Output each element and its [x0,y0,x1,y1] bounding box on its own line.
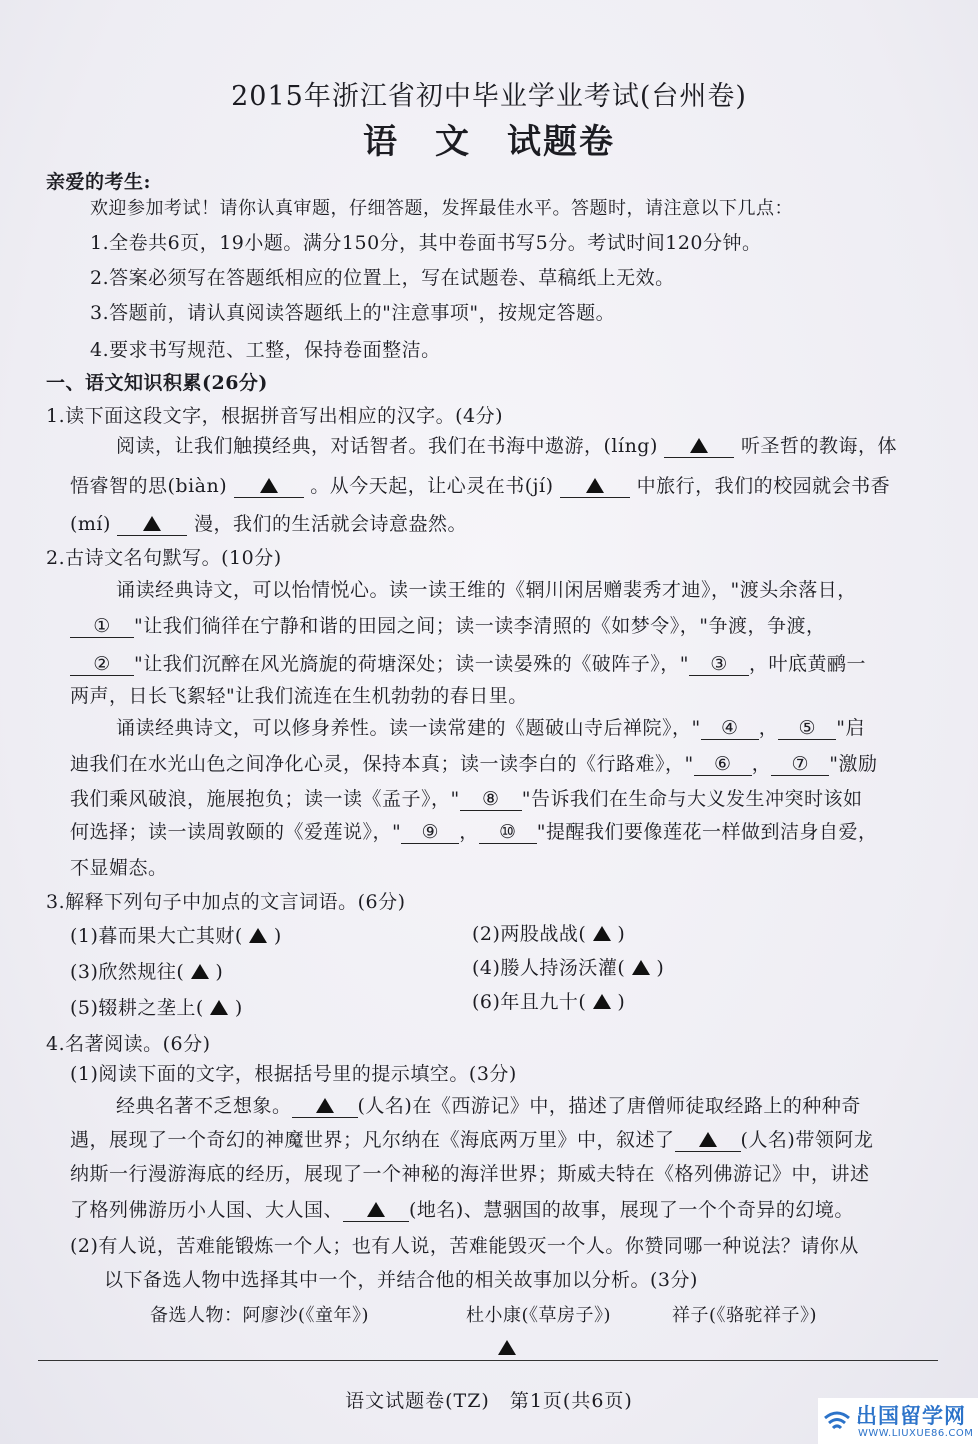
answer-blank[interactable]: ⑨ [401,821,459,844]
watermark-logo [818,1398,978,1444]
q2-p1-line3: ② "让我们沉醉在风光旖旎的荷塘深处；读一读晏殊的《破阵子》，" ③ ，叶底黄鹂一 [70,652,866,676]
answer-blank[interactable]: ② [70,653,134,676]
answer-triangle-icon[interactable] [593,926,611,941]
q3-stem: 3.解释下列句子中加点的文言词语。(6分) [46,891,406,913]
answer-triangle-icon [690,438,708,453]
answer-triangle-icon[interactable] [593,994,611,1009]
footer-divider [38,1360,938,1361]
q1-line3: (mí) 漫，我们的生活就会诗意盎然。 [70,513,468,535]
exam-subtitle: 语 文 试题卷 [363,122,615,162]
q4-line4: 了格列佛游历小人国、大人国、 (地名)、慧骃国的故事，展现了一个个奇异的幻境。 [70,1199,854,1221]
answer-blank[interactable]: ⑧ [460,788,522,811]
section-heading: 一、语文知识积累(26分) [46,372,268,394]
answer-triangle-icon [699,1132,717,1147]
wifi-globe-icon [822,1406,852,1436]
q3-item-4: (4)媵人持汤沃灌( ) [472,957,665,979]
watermark-url: WWW.LIUXUE86.COM [858,1428,974,1439]
q2-p1-line2: ① "让我们徜徉在宁静和谐的田园之间；读一读李清照的《如梦令》，"争渡，争渡， [70,614,825,638]
q4-line1: 经典名著不乏想象。 (人名)在《西游记》中，描述了唐僧师徒取经路上的种种奇 [116,1095,861,1117]
q1-line1: 阅读，让我们触摸经典，对话智者。我们在书海中遨游，(líng) 听圣哲的教诲，体 [116,435,897,457]
answer-triangle-icon [498,1339,516,1358]
answer-blank[interactable] [292,1095,358,1118]
note-1: 1.全卷共6页，19小题。满分150分，其中卷面书写5分。考试时间120分钟。 [90,232,762,254]
note-2: 2.答案必须写在答题纸相应的位置上，写在试题卷、草稿纸上无效。 [90,267,675,289]
answer-blank[interactable]: ④ [701,717,759,740]
welcome-text: 欢迎参加考试！请你认真审题，仔细答题，发挥最佳水平。答题时，请注意以下几点： [90,198,793,219]
answer-blank[interactable]: ⑦ [771,753,829,776]
q1-line2: 悟睿智的思(biàn) 。从今天起，让心灵在书(jí) 中旅行，我们的校园就会书香 [70,475,891,497]
note-4: 4.要求书写规范、工整，保持卷面整洁。 [90,339,441,361]
q3-item-2: (2)两股战战( ) [472,923,626,945]
answer-blank[interactable]: ⑥ [694,753,752,776]
answer-triangle-icon [586,478,604,493]
answer-triangle-icon[interactable] [191,964,209,979]
q3-item-5: (5)辍耕之垄上( ) [70,997,243,1019]
candidates-line: 备选人物：阿廖沙(《童年》) [150,1305,370,1326]
q4-stem: 4.名著阅读。(6分) [46,1033,211,1055]
q4-sub1: (1)阅读下面的文字，根据括号里的提示填空。(3分) [70,1063,517,1085]
answer-triangle-icon[interactable] [210,1000,228,1015]
exam-title: 2015年浙江省初中毕业学业考试(台州卷) [231,81,747,112]
q4-sub2-line2: 以下备选人物中选择其中一个，并结合他的相关故事加以分析。(3分) [104,1269,698,1291]
q4-sub2: (2)有人说，苦难能锻炼一个人；也有人说，苦难能毁灭一个人。你赞同哪一种说法？请你从 [70,1235,859,1257]
q2-p2-line5: 不显媚态。 [70,857,168,879]
q1-stem: 1.读下面这段文字，根据拼音写出相应的汉字。(4分) [46,405,504,427]
q2-p2-line2: 迪我们在水光山色之间净化心灵，保持本真；读一读李白的《行路难》，" ⑥ ， ⑦ "激励 [70,753,878,775]
q3-item-1: (1)暮而果大亡其财( ) [70,925,282,947]
watermark-name: 出国留学网 [856,1404,966,1428]
candidate-3: 祥子(《骆驼祥子》) [672,1305,818,1326]
answer-blank[interactable]: ⑩ [479,821,537,844]
answer-blank[interactable] [664,435,734,458]
q3-item-6: (6)年且九十( ) [472,991,626,1013]
answer-blank[interactable] [675,1129,741,1152]
q2-p1-line4: 两声，日长飞絮轻"让我们流连在生机勃勃的春日里。 [70,685,528,707]
answer-blank[interactable]: ③ [689,653,749,676]
answer-triangle-icon [143,516,161,531]
answer-blank[interactable]: ① [70,615,134,638]
answer-blank[interactable] [117,513,187,536]
page-footer: 语文试题卷(TZ) 第1页(共6页) [345,1390,633,1412]
note-3: 3.答题前，请认真阅读答题纸上的"注意事项"，按规定答题。 [90,302,616,324]
answer-triangle-icon [316,1098,334,1113]
q2-p2-line1: 诵读经典诗文，可以修身养性。读一读常建的《题破山寺后禅院》，" ④ ， ⑤ "启 [116,717,866,739]
candidate-2: 杜小康(《草房子》) [466,1305,612,1326]
answer-blank[interactable] [560,475,630,498]
q4-line2: 遇，展现了一个奇幻的神魔世界；凡尔纳在《海底两万里》中，叙述了 (人名)带领阿龙 [70,1129,874,1151]
greeting: 亲爱的考生: [46,171,152,193]
answer-triangle-icon [260,478,278,493]
candidate-1: 阿廖沙(《童年》) [242,1305,370,1326]
q2-p1-line1: 诵读经典诗文，可以怡情悦心。读一读王维的《辋川闲居赠裴秀才迪》，"渡头余落日， [116,579,857,601]
answer-blank[interactable] [234,475,304,498]
answer-triangle-icon[interactable] [632,960,650,975]
q2-p2-line3: 我们乘风破浪，施展抱负；读一读《孟子》，" ⑧ "告诉我们在生命与大义发生冲突时该如 [70,788,863,810]
q3-item-3: (3)欣然规往( ) [70,961,224,983]
q4-line3: 纳斯一行漫游海底的经历，展现了一个神秘的海洋世界；斯威夫特在《格列佛游记》中，讲述 [70,1163,870,1185]
answer-triangle-icon [367,1202,385,1217]
answer-blank[interactable] [343,1199,409,1222]
answer-triangle-icon[interactable] [249,928,267,943]
answer-blank[interactable]: ⑤ [778,717,836,740]
q2-stem: 2.古诗文名句默写。(10分) [46,547,282,569]
q2-p2-line4: 何选择；读一读周敦颐的《爱莲说》，" ⑨ ， ⑩ "提醒我们要像莲花一样做到洁身自爱， [70,821,878,843]
